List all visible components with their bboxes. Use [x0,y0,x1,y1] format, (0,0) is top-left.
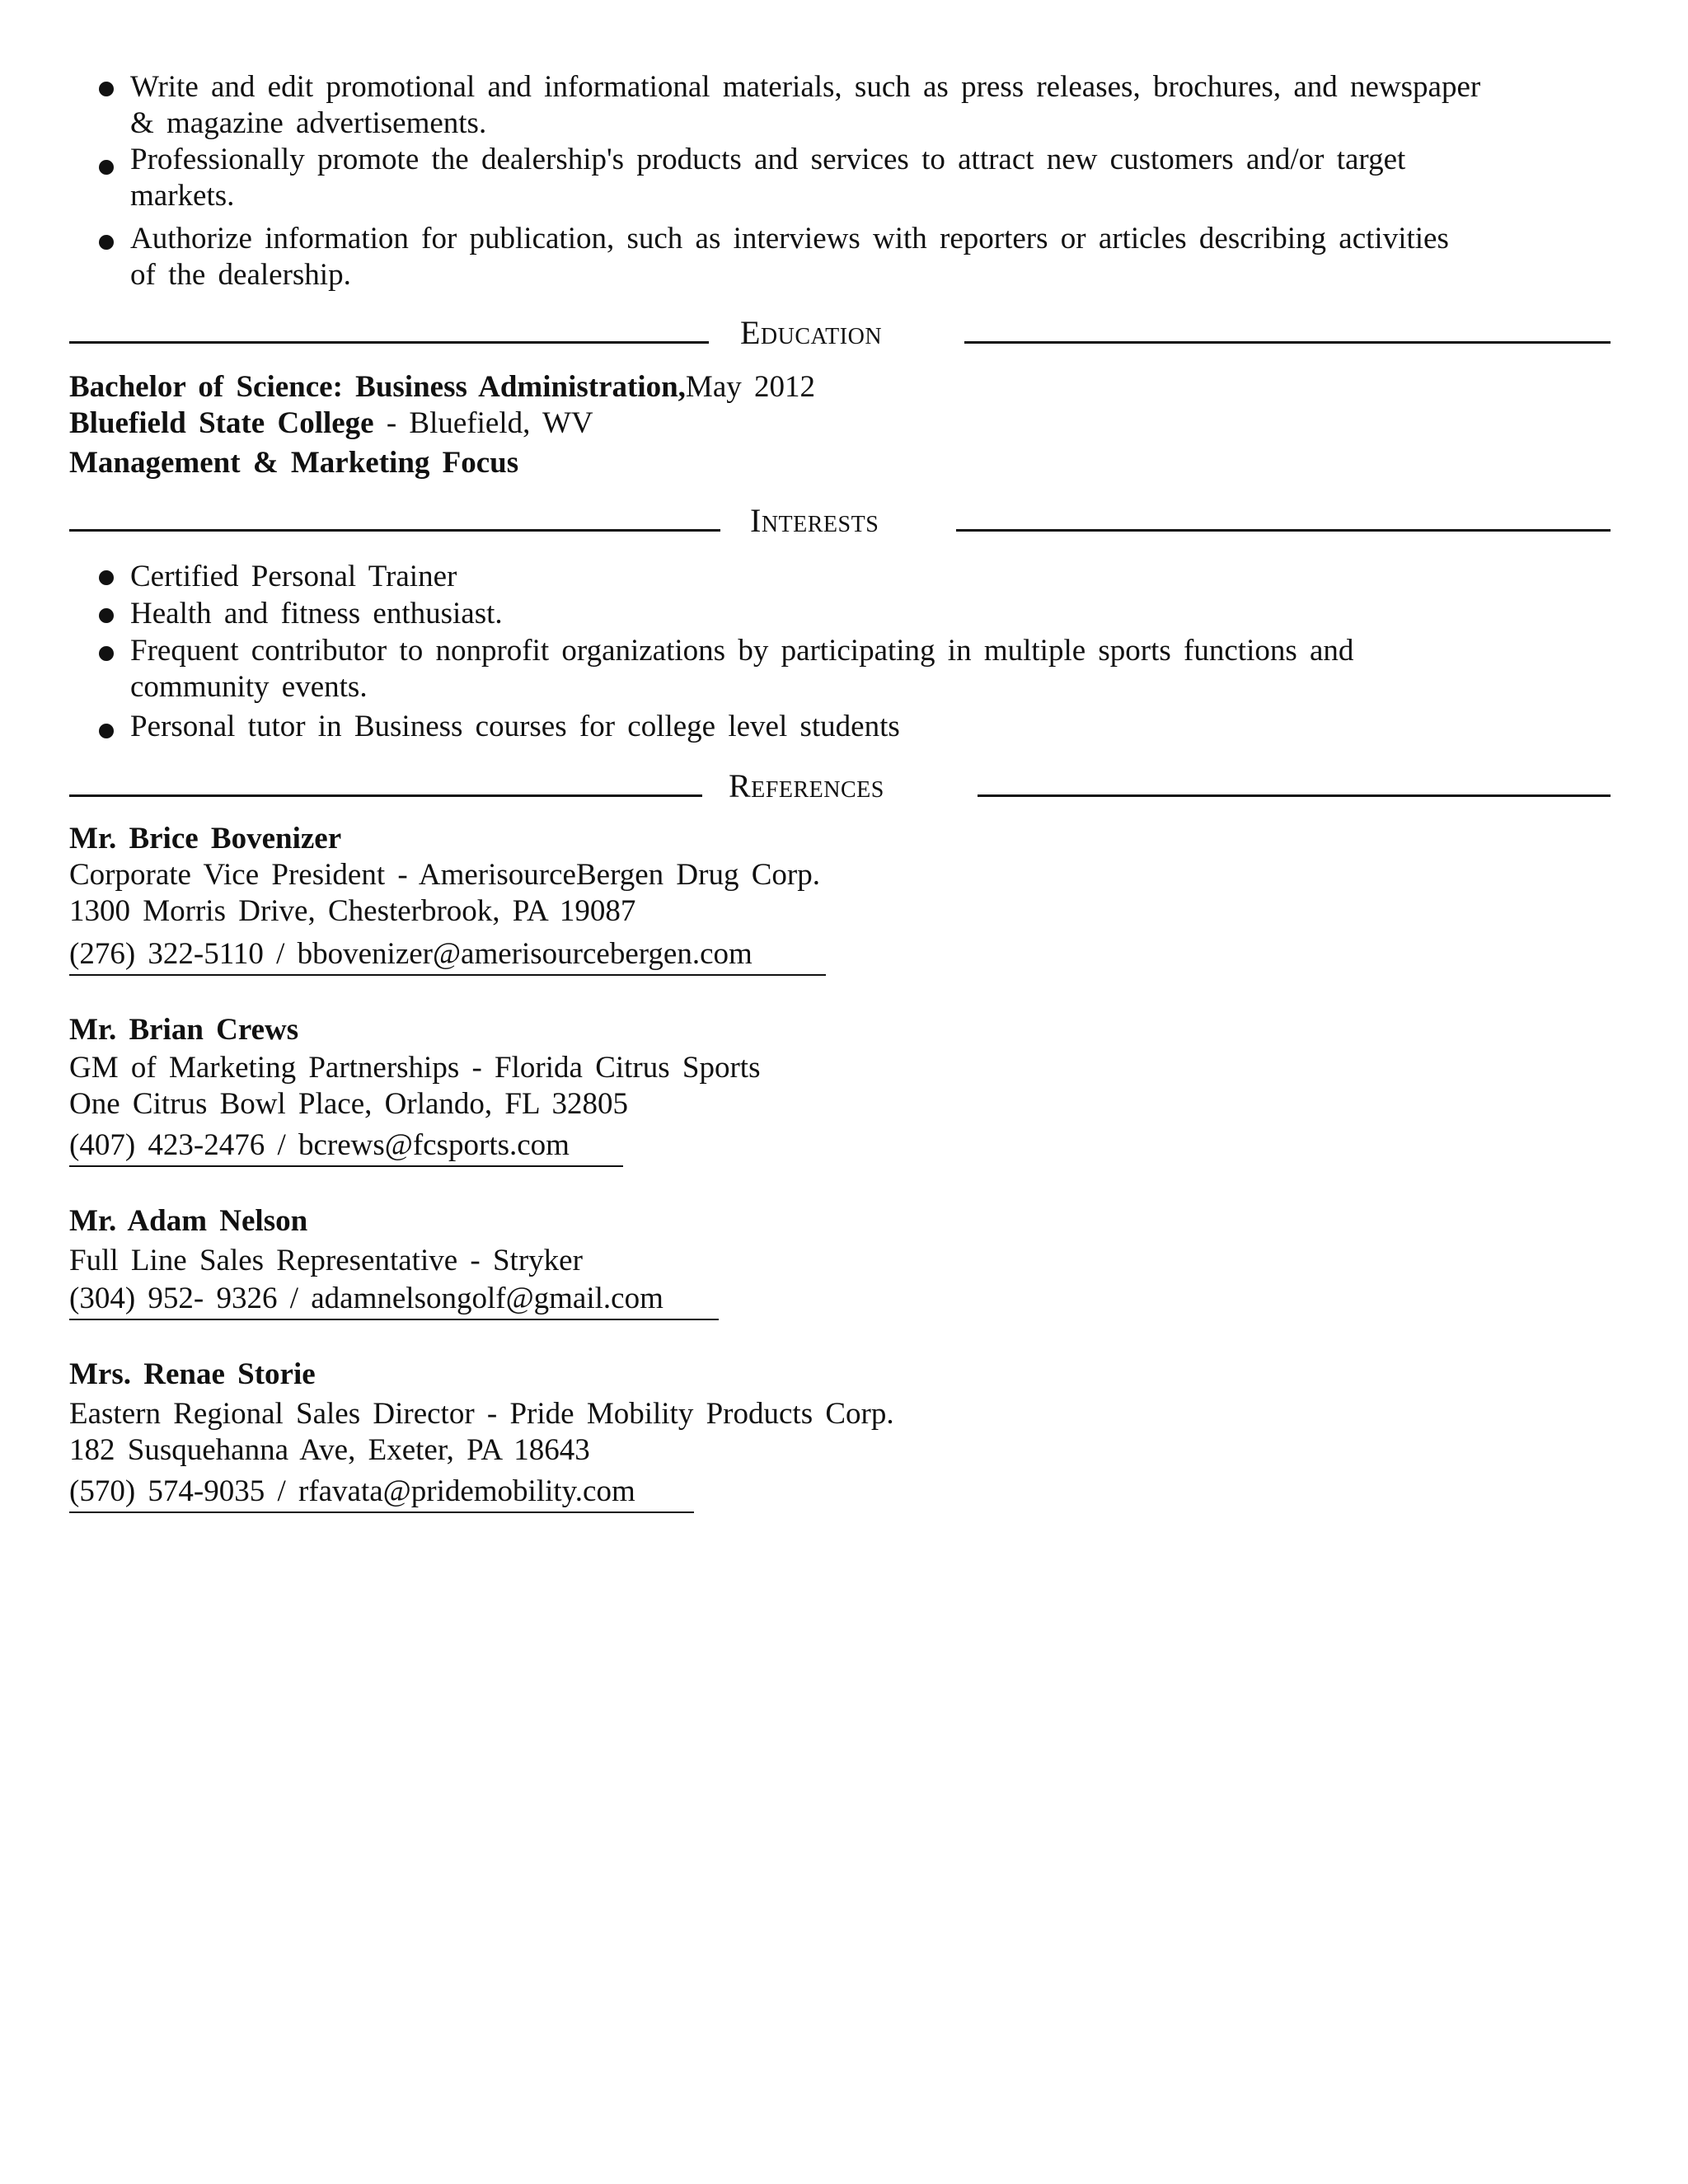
interest-item-line: Personal tutor in Business courses for college level students [130,710,900,743]
experience-bullet-3-line-2: of the dealership. [130,258,351,292]
experience-bullet-1 [130,69,1480,142]
references-heading: References [729,767,884,804]
education-degree-line [69,369,815,405]
contact-underline [69,1319,719,1320]
bullet-dot [99,724,114,738]
education-focus: Management & Marketing Focus [69,446,519,480]
experience-bullet-1-line-1: Write and edit promotional and informational materials, such as press releases, brochures, and newspaper [130,70,1481,104]
graduation-date: May 2012 [685,370,815,404]
section-divider [956,529,1611,532]
reference-name: Mrs. Renae Storie [69,1357,316,1391]
reference-title: GM of Marketing Partnerships - Florida Citrus Sports [69,1051,761,1085]
reference-address: 1300 Morris Drive, Chesterbrook, PA 19087 [69,894,636,928]
reference-title: Full Line Sales Representative - Stryker [69,1244,583,1277]
section-divider [69,529,720,532]
experience-bullet-3 [130,221,1449,293]
bullet-dot [99,235,114,250]
reference-name: Mr. Adam Nelson [69,1204,308,1238]
section-divider [978,794,1611,797]
reference-name: Mr. Brian Crews [69,1013,299,1047]
school-name: Bluefield State College [69,406,374,440]
bullet-dot [99,608,114,623]
interest-item-line: community events. [130,670,368,704]
reference-contact: (276) 322-5110 / bbovenizer@amerisourcebergen.com [69,937,753,971]
section-divider [69,341,709,344]
interest-item-line: Certified Personal Trainer [130,560,457,593]
reference-title: Eastern Regional Sales Director - Pride Mobility Products Corp. [69,1397,894,1431]
interest-item-line: Frequent contributor to nonprofit organizations by participating in multiple sports functions and [130,634,1354,668]
interest-item [130,559,457,595]
interest-item-line: Health and fitness enthusiast. [130,597,503,630]
experience-bullet-2-line-2: markets. [130,179,235,213]
contact-underline [69,1165,623,1167]
education-school-line [69,405,593,442]
experience-bullet-1-line-2: & magazine advertisements. [130,106,487,140]
reference-contact: (570) 574-9035 / rfavata@pridemobility.com [69,1474,635,1508]
reference-contact: (304) 952- 9326 / adamnelsongolf@gmail.com [69,1282,663,1315]
reference-address: One Citrus Bowl Place, Orlando, FL 32805 [69,1087,628,1121]
experience-bullet-2 [130,142,1405,214]
interest-item [130,709,900,745]
bullet-dot [99,160,114,175]
experience-bullet-3-line-1: Authorize information for publication, such as interviews with reporters or articles describing activities [130,222,1449,255]
degree: Bachelor of Science: Business Administration, [69,370,686,404]
reference-contact: (407) 423-2476 / bcrews@fcsports.com [69,1128,570,1162]
section-divider [69,794,702,797]
interest-item [130,596,503,632]
reference-address: 182 Susquehanna Ave, Exeter, PA 18643 [69,1433,590,1467]
interest-item [130,633,1353,705]
contact-underline [69,974,826,976]
experience-bullet-2-line-1: Professionally promote the dealership's products and services to attract new customers and/or target [130,143,1406,176]
reference-title: Corporate Vice President - AmerisourceBergen Drug Corp. [69,858,820,892]
section-divider [964,341,1611,344]
school-location: - Bluefield, WV [373,406,593,440]
bullet-dot [99,570,114,585]
education-heading: Education [740,314,883,351]
interests-heading: Interests [750,502,879,539]
contact-underline [69,1511,694,1513]
bullet-dot [99,82,114,96]
reference-name: Mr. Brice Bovenizer [69,822,342,855]
bullet-dot [99,646,114,661]
